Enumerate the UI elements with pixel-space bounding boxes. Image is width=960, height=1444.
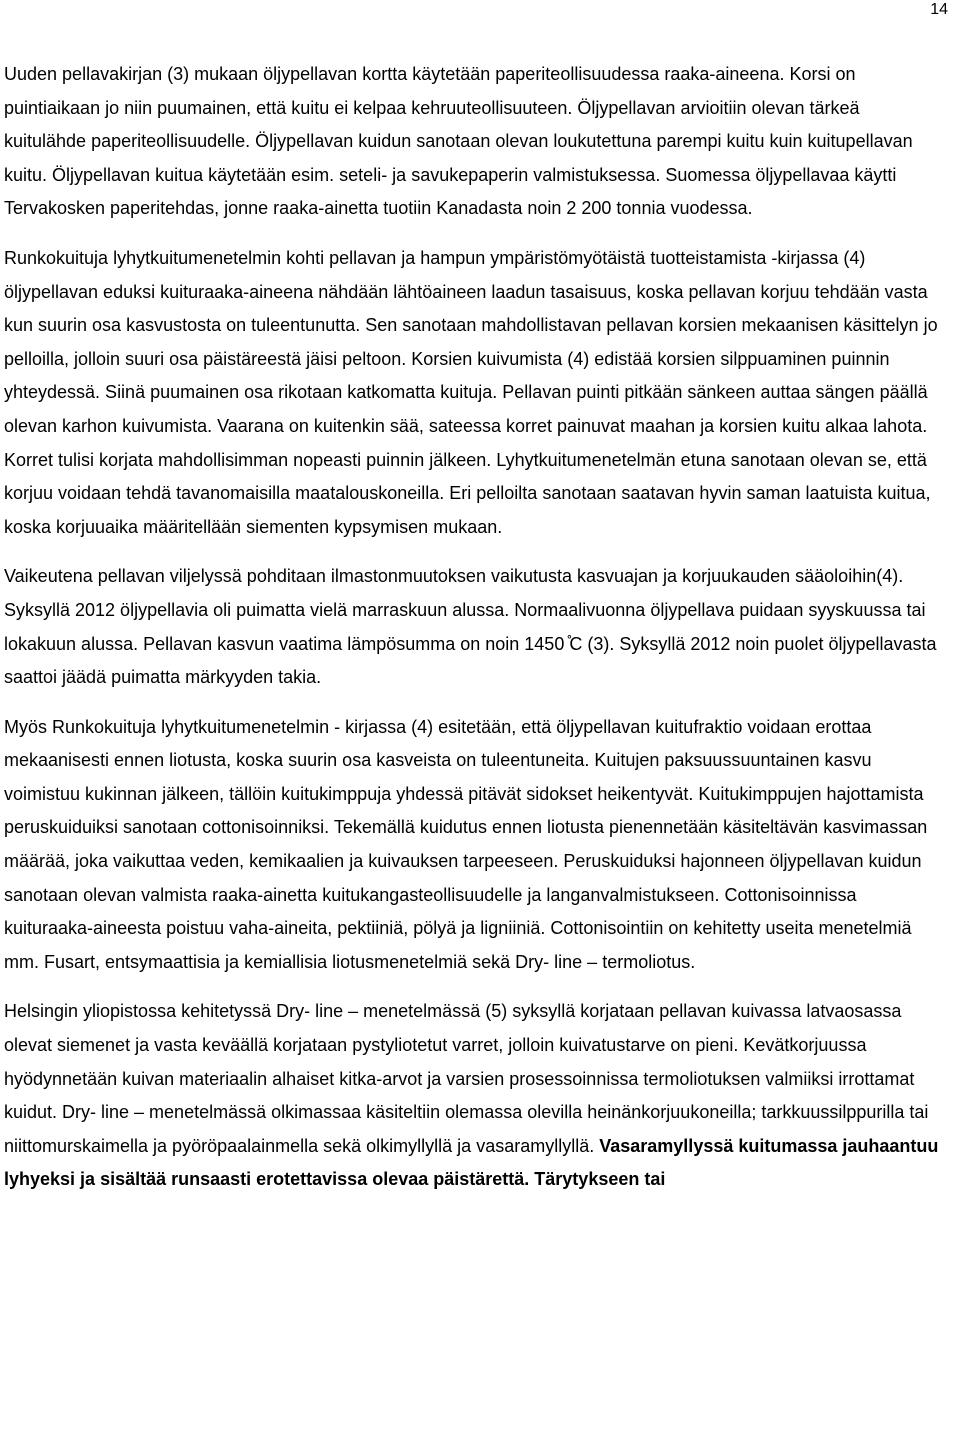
paragraph-bold-text: Vasaramyllyssä kuitumassa jauhaantuu lyhyeksi ja sisältää runsaasti erotettavissa olevaa päistärettä. Tärytykseen tai	[4, 1135, 939, 1190]
paragraph-text: Myös Runkokuituja lyhytkuitumenetelmin - kirjassa (4) esitetään, että öljypellavan kuitufraktio voidaan erottaa mekaanisesti ennen liotusta, koska suurin osa kasveista on tuleentuneita. Kuitujen paksuussuuntainen kasvu voimistuu kukinnan jälkeen, tällöin kuitukimppuja yhdessä pitävät sidokset heikentyvät. Kuitukimppujen hajottamista peruskuiduiksi sanotaan cottonisoinniksi. Tekemällä kuidutus ennen liotusta pienennetään käsiteltävän kasvimassan määrää, joka vaikuttaa veden, kemikaalien ja kuivauksen tarpeeseen. Peruskuiduksi hajonneen öljypellavan kuidun sanotaan olevan valmista raaka-ainetta kuitukangasteollisuudelle ja langanvalmistukseen. Cottonisoinnissa kuituraaka-aineesta poistuu vaha-aineita, pektiiniä, pölyä ja ligniiniä. Cottonisointiin on kehitetty useita menetelmiä mm. Fusart, entsymaattisia ja kemiallisia liotusmenetelmiä sekä Dry- line – termoliotus.	[4, 716, 928, 972]
paragraph-3	[4, 560, 944, 694]
paragraph-1	[4, 58, 944, 226]
paragraph-text: Runkokuituja lyhytkuitumenetelmin kohti pellavan ja hampun ympäristömyötäistä tuotteistamista -kirjassa (4) öljypellavan eduksi kuituraaka-aineena nähdään lähtöaineen laadun tasaisuus, koska pellavan korjuu tehdään vasta kun suurin osa kasvustosta on tuleentunutta. Sen sanotaan mahdollistavan pellavan korsien mekaanisen käsittelyn jo pelloilla, jolloin suuri osa päistäreestä jäisi peltoon. Korsien kuivumista (4) edistää korsien silppuaminen puinnin yhteydessä. Siinä puumainen osa rikotaan katkomatta kuituja. Pellavan puinti pitkään sänkeen auttaa sängen päällä olevan karhon kuivumista. Vaarana on kuitenkin sää, sateessa korret painuvat maahan ja korsien kuitu alkaa lahota. Korret tulisi korjata mahdollisimman nopeasti puinnin jälkeen. Lyhytkuitumenetelmän etuna sanotaan olevan se, että korjuu voidaan tehdä tavanomaisilla maatalouskoneilla. Eri pelloilta sanotaan saatavan hyvin saman laatuista kuitua, koska korjuuaika määritellään siementen kypsymisen mukaan.	[4, 247, 938, 537]
paragraph-5	[4, 995, 944, 1197]
paragraph-4	[4, 711, 944, 980]
page-number: 14	[930, 1, 948, 18]
paragraph-2	[4, 242, 944, 544]
paragraph-text: Vaikeutena pellavan viljelyssä pohditaan ilmastonmuutoksen vaikutusta kasvuajan ja korjuukauden sääoloihin(4). Syksyllä 2012 öljypellavia oli puimatta vielä marraskuun alussa. Normaalivuonna öljypellava puidaan syyskuussa tai lokakuun alussa. Pellavan kasvun vaatima lämpösumma on noin 1450 ̊C (3). Syksyllä 2012 noin puolet öljypellavasta saattoi jäädä puimatta märkyyden takia.	[4, 566, 937, 688]
paragraph-text: Helsingin yliopistossa kehitetyssä Dry- line – menetelmässä (5) syksyllä korjataan pellavan kuivassa latvaosassa olevat siemenet ja vasta keväällä korjataan pystyliotetut varret, jolloin kuivatustarve on pieni. Kevätkorjuussa hyödynnetään kuivan materiaalin alhaiset kitka-arvot ja varsien prosessoinnissa termoliotuksen valmiiksi irrottamat kuidut. Dry- line – menetelmässä olkimassaa käsiteltiin olemassa olevilla heinänkorjuukoneilla; tarkkuussilppurilla tai niittomurskaimella ja pyöröpaalainmella sekä olkimyllyllä ja vasaramyllyllä.	[4, 1001, 929, 1156]
paragraph-text: Uuden pellavakirjan (3) mukaan öljypellavan kortta käytetään paperiteollisuudessa raaka-aineena. Korsi on puintiaikaan jo niin puumainen, että kuitu ei kelpaa kehruuteollisuuteen. Öljypellavan arvioitiin olevan tärkeä kuitulähde paperiteollisuudelle. Öljypellavan kuidun sanotaan olevan loukutettuna parempi kuitu kuin kuitupellavan kuitu. Öljypellavan kuitua käytetään esim. seteli- ja savukepaperin valmistuksessa. Suomessa öljypellavaa käytti Tervakosken paperitehdas, jonne raaka-ainetta tuotiin Kanadasta noin 2 200 tonnia vuodessa.	[4, 64, 913, 219]
